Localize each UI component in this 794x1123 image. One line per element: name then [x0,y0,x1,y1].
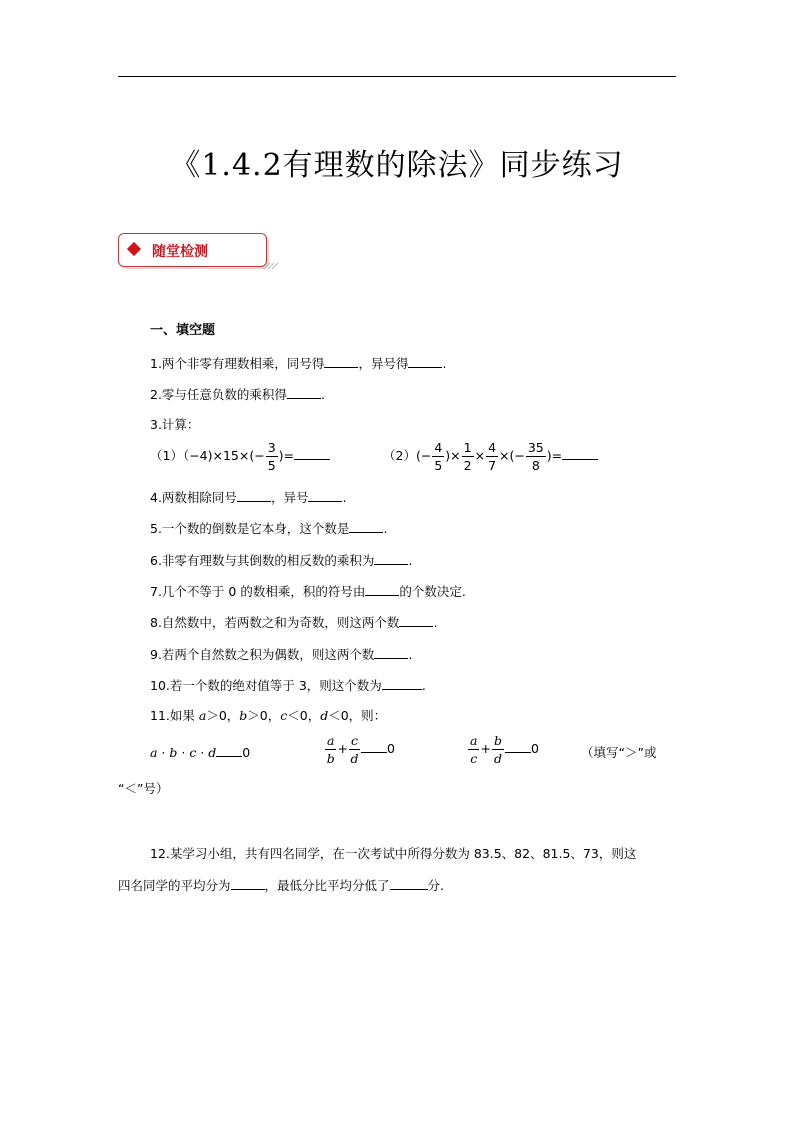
denominator: 5 [434,458,443,473]
q9-end: . [408,647,413,662]
fraction [432,440,444,473]
q11-note-2: “＜”号） [118,781,169,796]
q10-end: . [421,678,426,693]
answer-blank[interactable] [374,552,408,565]
question-1 [150,355,446,372]
numerator: a [327,733,335,748]
numerator: c [350,733,358,748]
q8-end: . [433,615,438,630]
question-4 [150,489,346,506]
q8-text: 8.自然数中，若两数之和为奇数，则这两个数 [150,615,400,630]
numerator: 4 [434,440,443,455]
var-c: c [189,745,197,760]
answer-blank[interactable] [287,386,321,399]
q3-text: 3.计算： [150,417,200,432]
var-a: a [150,745,158,760]
denominator: 7 [488,458,497,473]
q11-note: （填写“＞”或 [581,745,657,760]
q1-end: . [442,356,447,371]
page-title: 《1.4.2有理数的除法》同步练习 [170,148,624,183]
q9-text: 9.若两个自然数之积为偶数，则这两个数 [150,647,375,662]
q3-p2-text: （2）(− [383,448,432,463]
numerator: a [470,733,478,748]
q3-p1-text: （1）（−4)×15×(− [150,448,265,463]
q6-text: 6.非零有理数与其倒数的相反数的乘积为 [150,553,375,568]
question-2 [150,386,325,403]
answer-blank[interactable] [349,520,383,533]
denominator: b [326,751,335,766]
answer-blank[interactable] [324,355,358,368]
q11-expr-2 [324,733,395,766]
dot: · [196,745,209,760]
header-rule [118,76,676,77]
dot: · [157,745,170,760]
q6-end: . [408,553,413,568]
answer-blank[interactable] [216,744,242,757]
fraction [462,440,474,473]
question-8 [150,614,437,631]
answer-blank[interactable] [505,740,531,753]
q4-text-2: ，异号 [270,490,309,505]
numerator: 3 [267,440,276,455]
question-7 [150,583,466,600]
q12-end: 分. [427,878,445,893]
answer-blank[interactable] [361,740,387,753]
q5-text: 5.一个数的倒数是它本身，这个数是 [150,521,350,536]
answer-blank[interactable] [399,614,433,627]
fraction [492,733,504,766]
fraction [266,440,278,473]
diamond-icon [127,242,141,256]
section-label-box [118,233,267,267]
section-heading: 一、填空题 [150,323,216,338]
question-3 [150,417,199,433]
numerator: 1 [463,440,472,455]
question-11 [150,708,386,724]
var-a: a [198,708,207,723]
zero: 0 [386,741,395,756]
answer-blank[interactable] [390,877,428,890]
denominator: d [493,751,502,766]
q3-p1-eq: )= [278,448,295,463]
zero: 0 [242,745,251,760]
operator: )× [445,448,461,463]
question-12-line-2 [118,876,444,894]
denominator: 8 [531,458,540,473]
var-d: d [320,708,329,723]
cond: ＜0，则： [328,708,387,723]
question-6 [150,552,412,569]
fraction [486,440,498,473]
dot: · [177,745,190,760]
q12-text-2: ，最低分比平均分低了 [264,878,390,893]
q2-text: 2.零与任意负数的乘积得 [150,387,287,402]
var-d: d [208,745,217,760]
q2-end: . [320,387,325,402]
fraction [526,440,546,473]
q11-expr-3 [467,733,539,766]
denominator: 2 [463,458,472,473]
plus: + [480,741,491,756]
fraction [468,733,479,766]
answer-blank[interactable] [382,677,422,690]
q5-end: . [383,521,388,536]
answer-blank[interactable] [237,489,271,502]
q7-text: 7.几个不等于 0 的数相乘，积的符号由 [150,584,366,599]
operator: ×(− [499,448,525,463]
q11-expr-1 [150,744,250,760]
answer-blank[interactable] [408,355,442,368]
var-b: b [169,745,178,760]
zero: 0 [530,741,539,756]
cond: ＞0， [247,708,281,723]
q7-end: 的个数决定. [399,584,466,599]
numerator: 35 [527,440,544,455]
question-9 [150,646,412,663]
denominator: d [350,751,359,766]
q4-end: . [342,490,347,505]
q10-text: 10.若一个数的绝对值等于 3，则这个数为 [150,678,382,693]
var-b: b [239,708,248,723]
answer-blank[interactable] [231,877,265,890]
q12-text: 四名同学的平均分为 [118,878,231,893]
operator: × [474,448,486,463]
q11-text: 11.如果 [150,708,199,723]
answer-blank[interactable] [365,583,399,596]
answer-blank[interactable] [562,447,598,460]
answer-blank[interactable] [374,646,408,659]
q1-text: 1.两个非零有理数相乘，同号得 [150,356,325,371]
numerator: b [493,733,502,748]
numerator: 4 [488,440,497,455]
section-label: 随堂检测 [152,244,208,260]
q3-part-2 [383,440,598,473]
q3-part-1 [150,440,330,473]
cond: ＞0， [206,708,240,723]
q1-text-2: ，异号得 [358,356,409,371]
var-c: c [280,708,288,723]
answer-blank[interactable] [294,447,330,460]
answer-blank[interactable] [308,489,342,502]
question-10 [150,677,426,694]
question-5 [150,520,387,537]
q4-text: 4.两数相除同号 [150,490,237,505]
question-12: 12.某学习小组，共有四名同学，在一次考试中所得分数为 83.5、82、81.5、73，则这 [150,846,637,861]
hatch-decoration [262,259,282,269]
denominator: c [470,751,478,766]
cond: ＜0， [287,708,321,723]
fraction [325,733,336,766]
fraction [349,733,360,766]
q3-p2-eq: )= [546,448,563,463]
plus: + [337,741,348,756]
denominator: 5 [267,458,276,473]
